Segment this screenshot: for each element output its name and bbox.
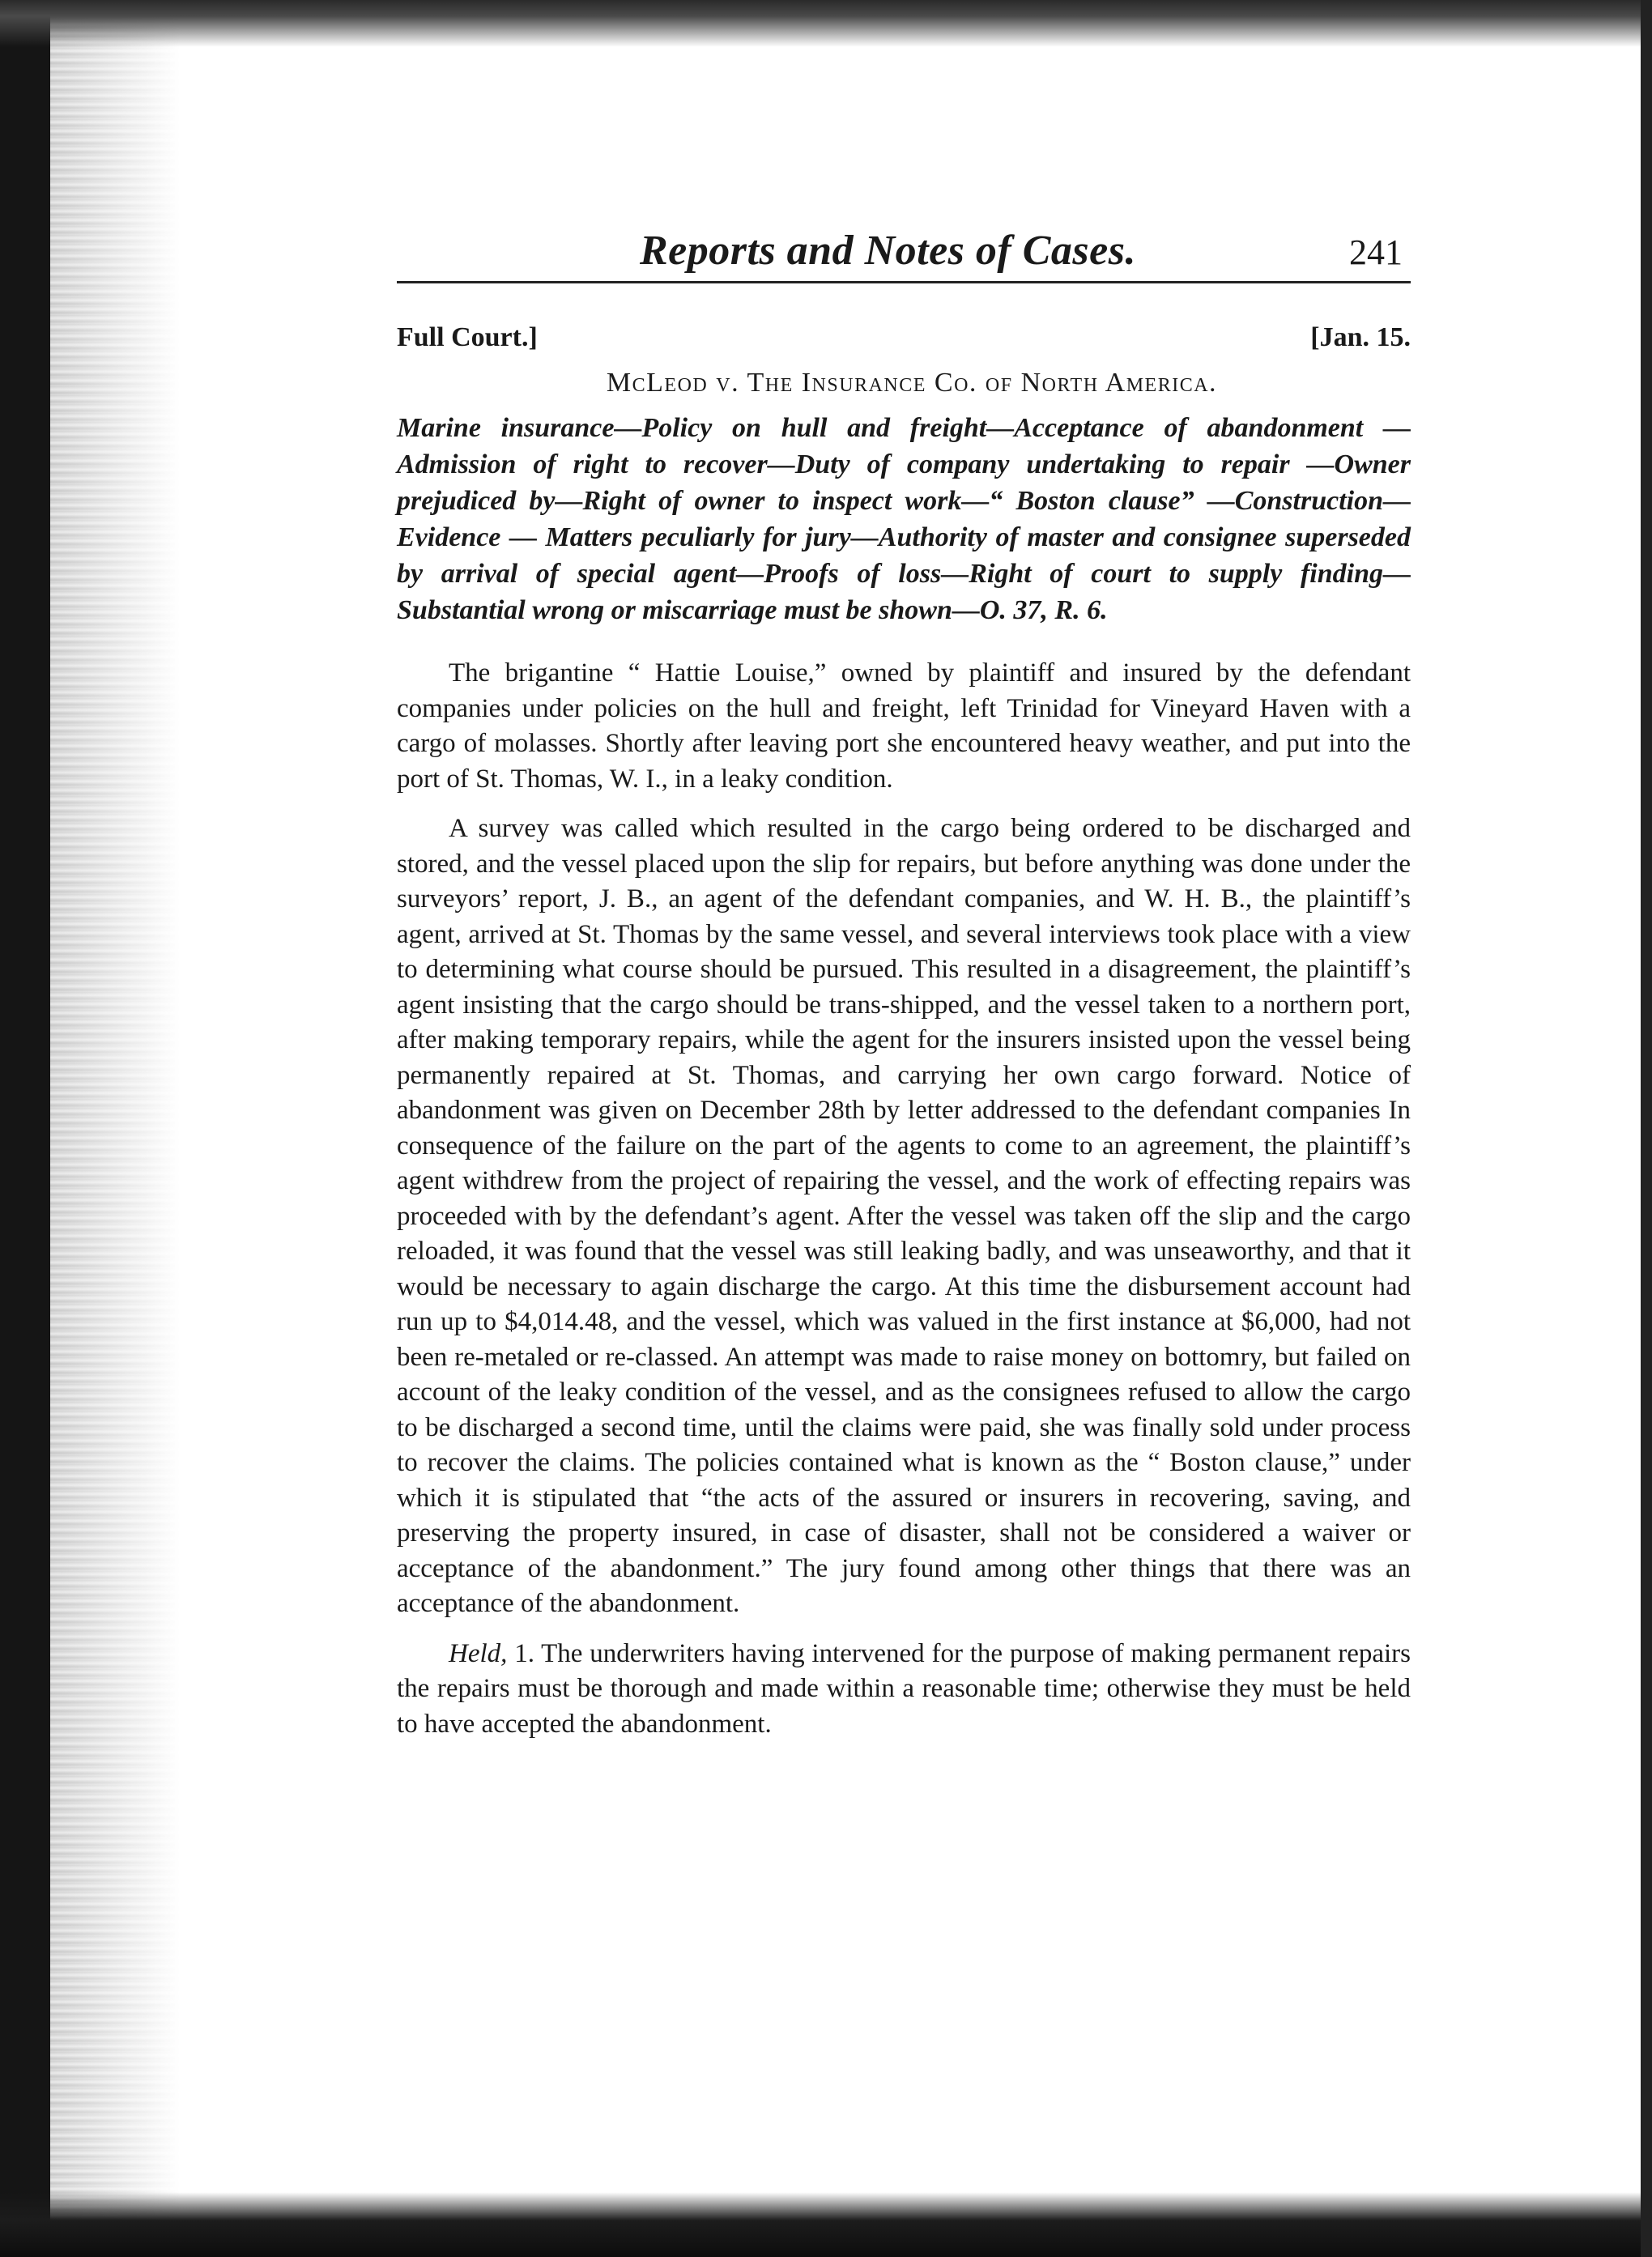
running-title: Reports and Notes of Cases. xyxy=(640,228,1136,274)
headnote: Marine insurance—Policy on hull and freight—Acceptance of abandonment —Admission of right to recover—Duty of company undertaking to repair —Owner prejudiced by—Right of owner to inspect work—“ Boston clause” —Construction—Evidence — Matters peculiarly for jury—Authority of master and consignee superseded by arrival of special agent—Proofs of loss—Right of court to supply finding—Substantial wrong or miscarriage must be shown—O. 37, R. 6. xyxy=(397,413,1411,625)
held-label: Held, xyxy=(449,1638,508,1668)
scan-edge-right xyxy=(1641,0,1652,2257)
scan-edge-bottom xyxy=(0,2192,1652,2257)
scan-edge-top xyxy=(0,0,1652,47)
court-line xyxy=(397,322,1411,353)
scan-edge-texture xyxy=(50,0,180,2257)
case-title: McLeod v. The Insurance Co. of North America. xyxy=(606,368,1218,398)
body-paragraph: The brigantine “ Hattie Louise,” owned by plaintiff and insured by the defendant companies under policies on the hull and freight, left Trinidad for Vineyard Haven with a cargo of molasses. Shortly after leaving port she encountered heavy weather, and put into the port of St. Thomas, W. I., in a leaky condition. xyxy=(397,658,1411,794)
held-text: 1. The underwriters having intervened for the purpose of making permanent repairs the repairs must be thorough and made within a reasonable time; otherwise they must be held to have accepted the abandonment. xyxy=(397,1638,1411,1739)
page-number: 241 xyxy=(1349,232,1403,272)
page-content xyxy=(397,227,1411,1742)
running-header xyxy=(397,227,1411,283)
court-name: Full Court.] xyxy=(397,322,538,352)
decision-date: [Jan. 15. xyxy=(1310,322,1411,352)
body-paragraph: A survey was called which resulted in the cargo being ordered to be discharged and stored, and the vessel placed upon the slip for repairs, but before anything was done under the surveyors’ report, J. B., an agent of the defendant companies, and W. H. B., the plaintiff’s agent, arrived at St. Thomas by the same vessel, and several interviews took place with a view to determining what course should be pursued. This resulted in a disagreement, the plaintiff’s agent insisting that the cargo should be trans-shipped, and the vessel taken to a northern port, after making temporary repairs, while the agent for the insurers insisted upon the vessel being permanently repaired at St. Thomas, and carrying her own cargo forward. Notice of abandonment was given on December 28th by letter addressed to the defendant companies In consequence of the failure on the part of the agents to come to an agreement, the plaintiff’s agent withdrew from the project of repairing the vessel, and the work of effecting repairs was proceeded with by the defendant’s agent. After the vessel was taken off the slip and the cargo reloaded, it was found that the vessel was still leaking badly, and was unseaworthy, and that it would be necessary to again discharge the cargo. At this time the disbursement account had run up to $4,014.48, and the vessel, which was valued in the first instance at $6,000, had not been re-metaled or re-classed. An attempt was made to raise money on bottomry, but failed on account of the leaky condition of the vessel, and as the consignees refused to allow the cargo to be discharged a second time, until the claims were paid, she was finally sold under process to recover the claims. The policies contained what is known as the “ Boston clause,” under which it is stipulated that “the acts of the assured or insurers in recovering, saving, and preserving the property insured, in case of disaster, shall not be considered a waiver or acceptance of the abandonment.” The jury found among other things that there was an acceptance of the abandonment. xyxy=(397,814,1411,1618)
scan-edge-left xyxy=(0,0,50,2257)
holding-paragraph xyxy=(397,1637,1411,1743)
